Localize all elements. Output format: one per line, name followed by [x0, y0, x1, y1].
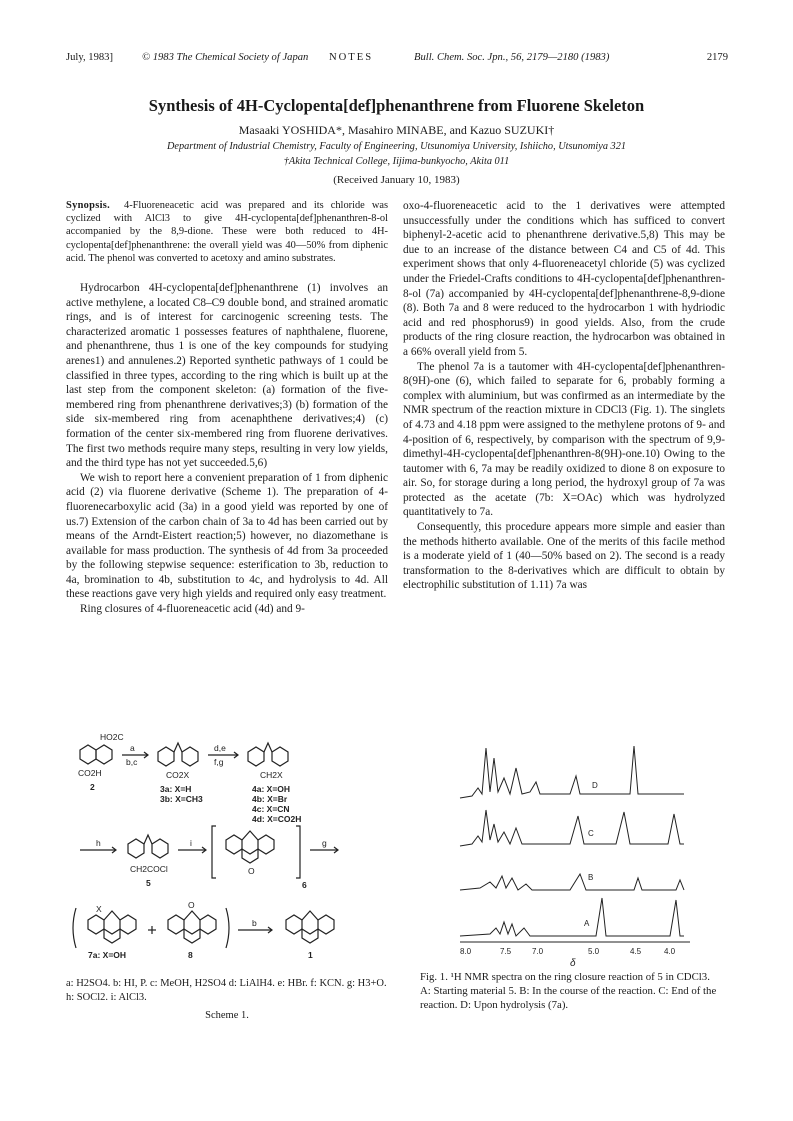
label-3b: 3b: X=CH3 [160, 794, 203, 804]
arrow-fg-label: f,g [214, 757, 224, 767]
label-compound-1: 1 [308, 950, 313, 960]
arrow-de-label: d,e [214, 743, 226, 753]
arrow-g-label: g [322, 838, 327, 848]
label-4d: 4d: X=CO2H [252, 814, 302, 824]
label-4b: 4b: X=Br [252, 794, 288, 804]
trace-label-b: B [588, 873, 594, 882]
right-column [403, 199, 725, 593]
label-compound-5: 5 [146, 878, 151, 888]
compound-8-structure [168, 911, 216, 943]
nmr-figure [420, 728, 720, 968]
label-compound-8: 8 [188, 950, 193, 960]
axis-tick: 7.5 [500, 947, 512, 956]
body-paragraph: oxo-4-fluoreneacetic acid to the 1 derivatives were attempted unsuccessfully under the conditions which has sufficed to convert biphenyl-2-acetic acid to phenanthrene derivative.5,8) This may be due to an increase of the distance between C4 and C5 of 4d. This experiment shows that only 4-fluoreneacetyl chloride (5) was cyclized under the Friedel-Crafts conditions to 4H-cyclopenta[def]phenanthren-8-ol (7a) accompanied by 4H-cyclopenta[def]phenanthrene-8,9-dione (8). Both 7a and 8 were reduced to the hydrocarbon 1 with hydriodic acid and red phosphorus9) in good yields. Also, from the crude products of the ring closure reaction, the hydrocarbon was obtained in a 66% overall yield from 5. [403, 200, 725, 358]
body-paragraph: The phenol 7a is a tautomer with 4H-cyclopenta[def]phenanthren-8(9H)-one (6), which failed to separate for 6, probably forming a complex with aluminium, but was confirmed as an intermediate by the NMR spectrum of the reaction mixture in CDCl3 (Fig. 1). The singlets of 4.73 and 4.18 ppm were assigned to the methylene protons of 9- and 4-position of 6, respectively, by comparison with the spectrum of 9,9-dimethyl-4H-cyclopenta[def]phenanthren-8(9H)-one.10) Owing to the tautomer with 6, 7a may be readily oxidized to dione 8 on exposure to air. So, for storage during a long period, the hydroxyl group of 7a was protected as the acetate (7b: X=OAc) which was hydrolyzed quantitatively to 7a. [403, 360, 725, 519]
compound-1-structure [286, 911, 334, 943]
compound-6-structure [226, 831, 274, 863]
reaction-scheme [66, 728, 388, 960]
figure-caption: Fig. 1. ¹H NMR spectra on the ring closure reaction of 5 in CDCl3. A: Starting material 5. B: In the course of the reaction. C: End of the reaction. D: Upon hydrolysis (7a). [420, 971, 717, 1011]
label-ch2cocl: CH2COCl [130, 864, 168, 874]
body-paragraph: Hydrocarbon 4H-cyclopenta[def]phenanthrene (1) involves an active methylene, a located C8–C9 double bond, and strained aromatic rings, and is of interest for carcinogenic screening tests. The characterized aromatic 1 possesses features of naphthalene, fluorene, and phenanthrene, thus 1 is one of the key compounds for studying arenes1) and annulenes.2) Reported synthetic pathways of 1 could be classified in three types, according to the ring which is built up at the last step from the component skeleton: (a) formation of the five-membered ring from phenanthrene derivatives;3) (b) formation of the side six-membered ring from acenaphthene derivatives;4) (c) formation of the center six-membered ring from fluorene derivatives. The first two methods require many steps, resulting in very low yields, and the third type has not yet succeeded.5,6) [66, 282, 388, 470]
synopsis [66, 199, 388, 265]
synopsis-label: Synopsis. [66, 200, 110, 211]
label-4c: 4c: X=CN [252, 804, 290, 814]
article-title: Synthesis of 4H-Cyclopenta[def]phenanthrene from Fluorene Skeleton [148, 96, 645, 115]
trace-label-d: D [592, 781, 598, 790]
label-x: X [96, 904, 102, 914]
axis-tick: 8.0 [460, 947, 472, 956]
axis-tick: 4.0 [664, 947, 676, 956]
label-co2h: CO2H [78, 768, 102, 778]
left-column [66, 199, 388, 617]
arrow-a-label: a [130, 743, 135, 753]
axis-tick: 4.5 [630, 947, 642, 956]
label-o-6: O [248, 866, 255, 876]
body-paragraph: We wish to report here a convenient preparation of 1 from diphenic acid (2) via fluorene derivative (Scheme 1). The preparation of 4-fluorenecarboxylic acid (3a) in a good yield was reported by one of us.7) Extension of the carbon chain of 3a to 4d has been carried out by means of the Arndt-Eistert reaction;5) however, no diazomethane is available for mass production. The synthesis of 4d from 3a proceeded by the following stepwise sequence: esterification to 3b, reduction to 4a, bromination to 4b, substitution to 4c, and hydrolysis to 4d. All these reactions gave very high yields and required only easy treatment. [66, 471, 388, 601]
running-header [66, 52, 728, 70]
axis-label: δ [570, 958, 576, 968]
header-date: July, 1983] [66, 52, 113, 63]
spectrum-trace-b [460, 874, 684, 890]
axis-tick: 5.0 [588, 947, 600, 956]
header-page-number: 2179 [706, 52, 728, 63]
scheme-title: Scheme 1. [205, 1010, 249, 1021]
header-journal: Bull. Chem. Soc. Jpn., 56, 2179—2180 (1983) [414, 52, 610, 63]
compound-2-structure [80, 745, 112, 764]
arrow-bc-label: b,c [126, 757, 138, 767]
affiliation-primary: Department of Industrial Chemistry, Faculty of Engineering, Utsunomiya University, Ishiicho, Utsunomiya 321 [166, 141, 627, 152]
compound-7a-structure [88, 911, 136, 943]
arrow-b-label: b [252, 918, 257, 928]
trace-label-a: A [584, 919, 590, 928]
label-o-8: O [188, 900, 195, 910]
axis-tick: 7.0 [532, 947, 544, 956]
header-copyright: © 1983 The Chemical Society of Japan [142, 52, 309, 63]
body-paragraph: Ring closures of 4-fluoreneacetic acid (4d) and 9- [80, 603, 305, 616]
compound-4-structure [248, 743, 288, 766]
arrow-h-label: h [96, 838, 101, 848]
label-compound-2: 2 [90, 782, 95, 792]
trace-label-c: C [588, 829, 594, 838]
synopsis-text: 4-Fluoreneacetic acid was prepared and its chloride was cyclized with AlCl3 to give 4H-cyclopenta[def]phenanthren-8-ol accompanied by the 8,9-dione. These were both reduced to 4H-cyclopenta[def]phenanthrene: the overall yield was 40—50% from diphenic acid. The phenol was converted to acetoxy and amino substrates. [66, 200, 388, 264]
received-date: (Received January 10, 1983) [333, 174, 460, 186]
nmr-spectra-plot [420, 728, 720, 968]
label-3a: 3a: X=H [160, 784, 192, 794]
label-compound-6: 6 [302, 880, 307, 890]
article-authors: Masaaki YOSHIDA*, Masahiro MINABE, and Kazuo SUZUKI† [238, 123, 555, 137]
scheme-drawing [66, 728, 388, 960]
label-ch2x: CH2X [260, 770, 283, 780]
label-ho2c: HO2C [100, 732, 124, 742]
label-4a: 4a: X=OH [252, 784, 291, 794]
scheme-reagents-caption: a: H2SO4. b: HI, P. c: MeOH, H2SO4 d: LiAlH4. e: HBr. f: KCN. g: H3+O. h: SOCl2. i: AlCl3. [66, 978, 387, 1003]
spectrum-trace-c [460, 810, 684, 846]
spectrum-trace-a [460, 898, 684, 936]
label-7a: 7a: X=OH [88, 950, 127, 960]
compound-5-structure [128, 835, 168, 858]
header-section: NOTES [329, 52, 374, 63]
affiliation-secondary: †Akita Technical College, Iijima-bunkyocho, Akita 011 [283, 156, 510, 167]
body-paragraph: Consequently, this procedure appears more simple and easier than the methods hitherto available. One of the merits of this facile method is a moderate yield of 1 (40—50% based on 2). The second is a ready transformation to the 8-derivatives which are difficult to obtain by electrophilic substitution of 1.11) 7a was [403, 521, 725, 592]
arrow-i-label: i [190, 838, 192, 848]
spectrum-trace-d [460, 746, 684, 798]
label-cox: CO2X [166, 770, 190, 780]
compound-3-structure [158, 743, 198, 766]
